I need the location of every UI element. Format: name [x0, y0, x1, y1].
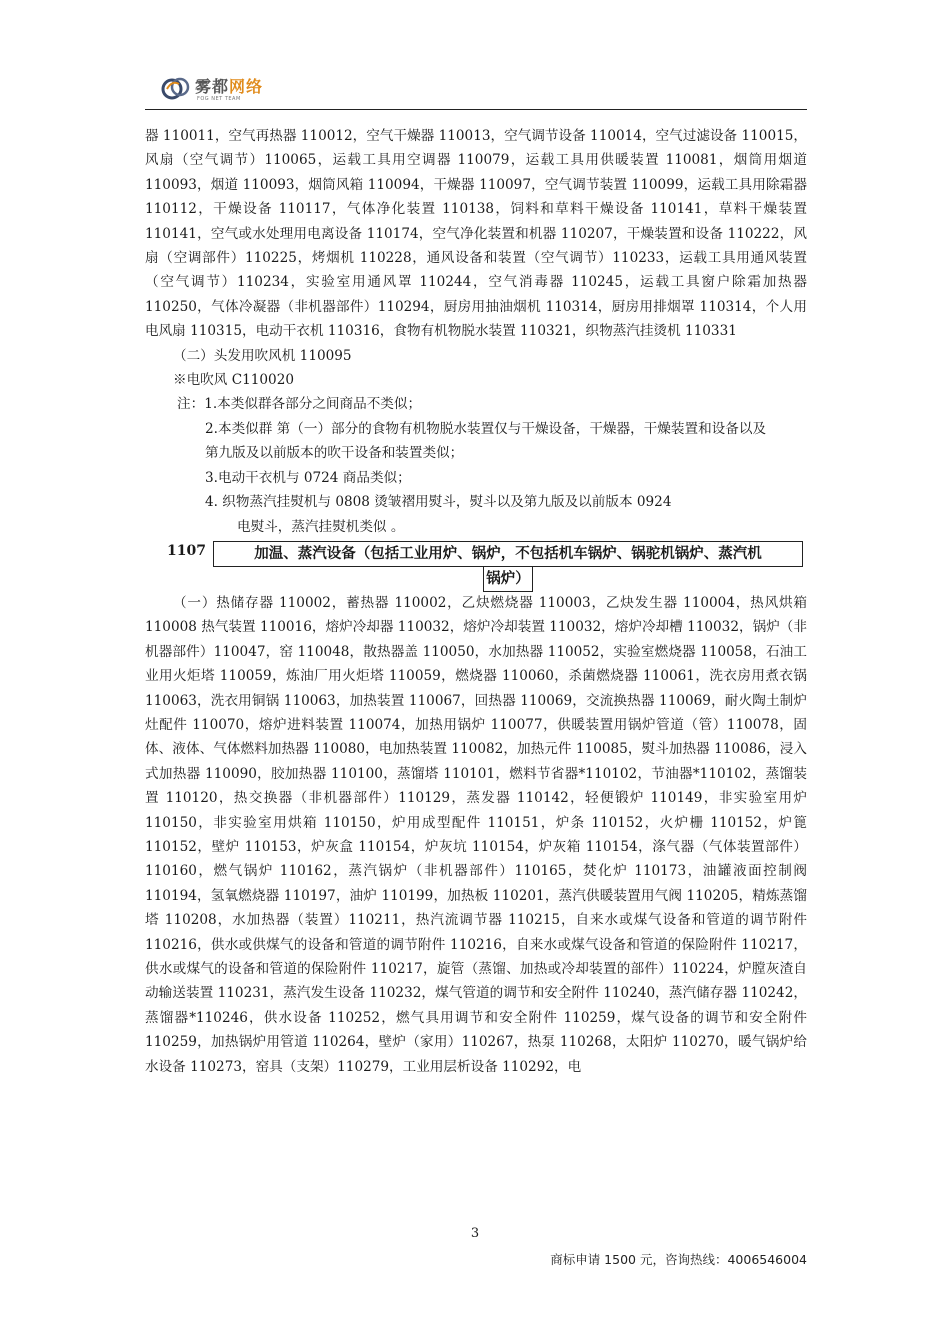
- class-code: 1107: [167, 542, 206, 559]
- document-body: [145, 124, 807, 1079]
- paragraph-class-1106-part1: 器 110011，空气再热器 110012，空气干燥器 110013，空气调节设备 110014，空气过滤设备 110015，风扇（空气调节）110065，运载工具用空调器 110079，运载工具用供暖装置 110081，烟筒用烟道 110093，烟道 110093，烟筒风箱 110094，干燥器 110097，空气调节装置 110099，运载工具用除霜器 110112，干燥设备 110117，气体净化装置 110138，饲料和草料干燥设备 110141，草料干燥装置 110141，空气或水处理用电离设备 110174，空气净化装置和机器 110207，干燥装置和设备 110222，风扇（空调部件）110225，烤烟机 110228，通风设备和装置（空气调节）110233，运载工具用通风装置（空气调节）110234，实验室用通风罩 110244，空气消毒器 110245，运载工具窗户除霜加热器 110250，气体冷凝器（非机器部件）110294，厨房用抽油烟机 110314，厨房用排烟罩 110314，个人用电风扇 110315，电动干衣机 110316，食物有机物脱水装置 110321，织物蒸汽挂烫机 110331: [145, 128, 807, 340]
- class-heading-1107: [145, 541, 807, 591]
- note-2: 2.本类似群 第（一）部分的食物有机物脱水装置仅与干燥设备，干燥器，干燥装置和设备以及第九版及以前版本的吹干设备和装置类似；: [205, 420, 767, 462]
- footer-promo: 商标申请 1500 元，咨询热线：4006546004: [550, 1252, 807, 1267]
- subsection-heading: （二）头发用吹风机 110095: [173, 347, 352, 364]
- class-title-line-1: 加温、蒸汽设备（包括工业用炉、锅炉，不包括机车锅炉、锅驼机锅炉、蒸汽机: [213, 541, 803, 567]
- paragraph-class-1107-part1: （一）热储存器 110002，蓄热器 110002，乙炔燃烧器 110003，乙炔发生器 110004，热风烘箱 110008 热气装置 110016，熔炉冷却器 110032，熔炉冷却装置 110032，熔炉冷却槽 110032，锅炉（非机器部件）110047，窑 110048，散热器盖 110050，水加热器 110052，实验室燃烧器 110058，石油工业用火炬塔 110059，炼油厂用火炬塔 110059，燃烧器 110060，杀菌燃烧器 110061，洗衣房用煮衣锅 110063，洗衣用铜锅 110063，加热装置 110067，回热器 110069，交流换热器 110069，耐火陶土制炉灶配件 110070，熔炉进料装置 110074，加热用锅炉 110077，供暖装置用锅炉管道（管）110078，固体、液体、气体燃料加热器 110080，电加热装置 110082，加热元件 110085，熨斗加热器 110086，浸入式加热器 110090，胶加热器 110100，蒸馏塔 110101，燃料节省器*110102，节油器*110102，蒸馏装置 110120，热交换器（非机器部件）110129，蒸发器 110142，轻便锻炉 110149，非实验室用炉 110150，非实验室用烘箱 110150，炉用成型配件 110151，炉条 110152，火炉栅 110152，炉篦 110152，壁炉 110153，炉灰盒 110154，炉灰坑 110154，炉灰箱 110154，涤气器（气体装置部件）110160，燃气锅炉 110162，蒸汽锅炉（非机器部件）110165，焚化炉 110173，油罐液面控制阀 110194，氢氧燃烧器 110197，油炉 110199，加热板 110201，蒸汽供暖装置用气阀 110205，精炼蒸馏塔 110208，水加热器（装置）110211，热汽流调节器 110215，自来水或煤气设备和管道的调节附件 110216，供水或供煤气的设备和管道的调节附件 110216，自来水或煤气设备和管道的保险附件 110217，供水或煤气的设备和管道的保险附件 110217，旋管（蒸馏、加热或冷却装置的部件）110224，炉膛灰渣自动输送装置 110231，蒸汽发生设备 110232，煤气管道的调节和安全附件 110240，蒸汽储存器 110242，蒸馏器*110246，供水设备 110252，燃气具用调节和安全附件 110259，煤气设备的调节和安全附件 110259，加热锅炉用管道 110264，壁炉（家用）110267，热泵 110268，太阳炉 110270，暖气锅炉给水设备 110273，窑具（支架）110279，工业用层析设备 110292，电: [145, 594, 807, 1075]
- logo-text: [195, 74, 263, 97]
- page-number: 3: [470, 1226, 480, 1241]
- logo-subtitle: FOG NET TEAM: [197, 96, 241, 102]
- logo-main-text: 雾都: [195, 77, 230, 96]
- note-1: 1.本类似群各部分之间商品不类似；: [204, 396, 422, 413]
- class-title: [213, 541, 803, 592]
- logo-accent-text: 网络: [229, 77, 264, 96]
- logo-icon: [161, 74, 191, 102]
- subsection-item: ※电吹风 C110020: [173, 372, 294, 389]
- note-4-line-a: 4. 织物蒸汽挂熨机与 0808 烫皱褶用熨斗，熨斗以及第九版及以前版本 0924: [205, 494, 672, 511]
- page-header: [145, 70, 807, 110]
- note-3: 3.电动干衣机与 0724 商品类似；: [205, 469, 411, 486]
- note-4-line-b: 电熨斗，蒸汽挂熨机类似 。: [237, 518, 405, 535]
- note-label: 注：: [177, 396, 205, 413]
- note-line-1: [145, 392, 807, 416]
- header-divider: [145, 109, 807, 110]
- class-title-line-2: 锅炉）: [483, 567, 533, 592]
